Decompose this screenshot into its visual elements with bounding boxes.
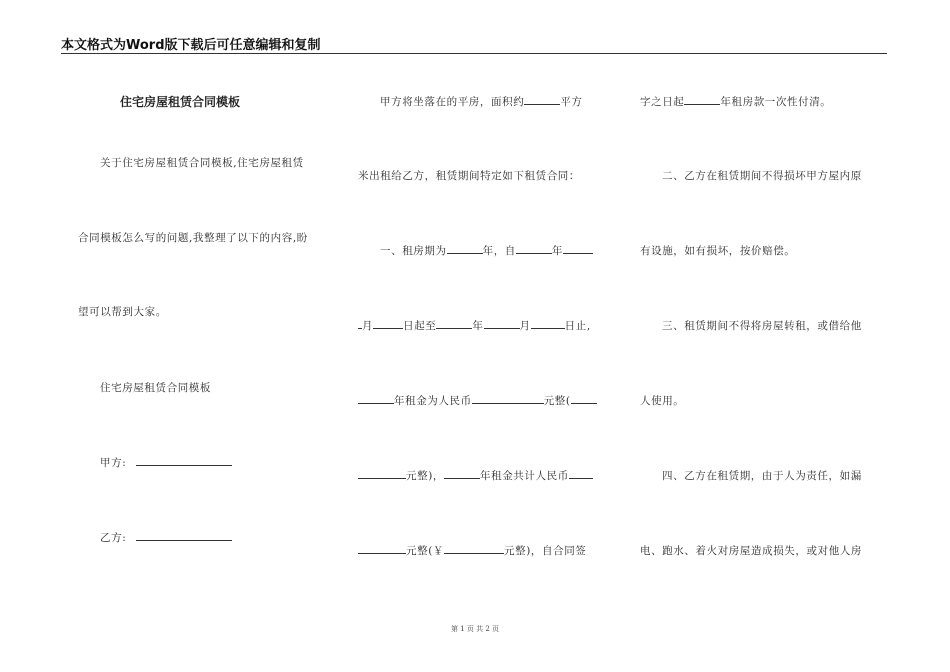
end-year-unit: 年 <box>472 320 484 332</box>
party-a-label: 甲方: <box>100 457 127 469</box>
col2-line-3 <box>380 243 593 258</box>
col2-line-1 <box>380 94 583 109</box>
total-rent-blank <box>569 468 593 479</box>
document-header: 本文格式为Word版下载后可任意编辑和复制 <box>61 38 321 53</box>
annual-rent-blank <box>472 393 544 404</box>
total-years-blank <box>444 468 480 479</box>
header-divider <box>61 53 887 54</box>
col2-line-2: 米出租给乙方，租赁期间特定如下租赁合同： <box>358 170 580 182</box>
total-rent-label: 年租金共计人民币 <box>480 470 569 482</box>
lease-from-label: 年，自 <box>482 245 516 257</box>
page-number: 第 1 页 共 2 页 <box>450 625 500 633</box>
payment-terms: 年租房款一次性付清。 <box>720 96 832 108</box>
party-a-line <box>100 455 232 470</box>
party-b-blank <box>136 530 232 541</box>
party-b-line <box>100 530 232 545</box>
clause-4-line-1: 四、乙方在租赁期，由于人为责任，如漏 <box>662 470 862 482</box>
clause-2-line-2: 有设施，如有损坏，按价赔偿。 <box>640 245 796 257</box>
clause-3-line-2: 人使用。 <box>640 395 685 407</box>
start-year-unit: 年 <box>551 245 564 257</box>
end-day-unit: 日止, <box>564 320 591 332</box>
total-rent-yuan-blank <box>444 543 504 554</box>
total-rent-yuan-label: 元整(￥ <box>406 545 444 557</box>
month-unit: 月 <box>362 320 374 332</box>
until-label: 日起至 <box>403 320 437 332</box>
annual-rent-upper-blank <box>571 393 597 404</box>
end-month-unit: 月 <box>519 320 531 332</box>
annual-rent-unit: 元整( <box>543 395 571 407</box>
rent-year-blank <box>358 393 394 404</box>
total-rent-cont-blank <box>358 543 406 554</box>
contract-subtitle: 住宅房屋租赁合同模板 <box>100 382 211 394</box>
start-year-blank <box>516 243 552 254</box>
col2-line-5 <box>358 393 597 408</box>
party-a-blank <box>136 455 232 466</box>
lease-years-blank <box>447 243 483 254</box>
col2-line-7 <box>358 543 586 558</box>
document-title: 住宅房屋租赁合同模板 <box>120 95 241 109</box>
end-month-blank <box>484 318 520 329</box>
col2-line-1-unit: 平方 <box>560 96 583 108</box>
start-day-blank <box>373 318 403 329</box>
lease-term-label: 一、租房期为 <box>380 245 447 257</box>
clause-2-line-1: 二、乙方在租赁期间不得损坏甲方屋内原 <box>662 170 862 182</box>
clause-3-line-1: 三、租赁期间不得将房屋转租，或借给他 <box>662 320 862 332</box>
col2-line-4 <box>358 318 591 333</box>
payment-start-label: 字之日起 <box>640 96 685 108</box>
intro-line-1: 关于住宅房屋租赁合同模板,住宅房屋租赁 <box>100 157 304 169</box>
end-year-blank <box>436 318 472 329</box>
party-b-label: 乙方: <box>100 532 127 544</box>
intro-line-3: 望可以帮到大家。 <box>78 306 167 318</box>
clause-4-line-2: 电、跑水、着火对房屋造成损失，或对他人房 <box>640 545 862 557</box>
start-month-blank <box>563 243 593 254</box>
end-day-blank <box>531 318 565 329</box>
payment-years-blank <box>684 94 720 105</box>
area-blank <box>524 94 560 105</box>
col3-line-1 <box>640 94 831 109</box>
intro-line-2: 合同模板怎么写的问题,我整理了以下的内容,盼 <box>78 232 308 244</box>
col2-line-6 <box>358 468 593 483</box>
rent-upper-cont-blank <box>358 468 406 479</box>
annual-rent-label: 年租金为人民币 <box>394 395 472 407</box>
total-rent-yuan-unit: 元整)，自合同签 <box>504 545 587 557</box>
rent-upper-unit: 元整)， <box>406 470 444 482</box>
col2-line-1-text: 甲方将坐落在的平房，面积约 <box>380 96 525 108</box>
